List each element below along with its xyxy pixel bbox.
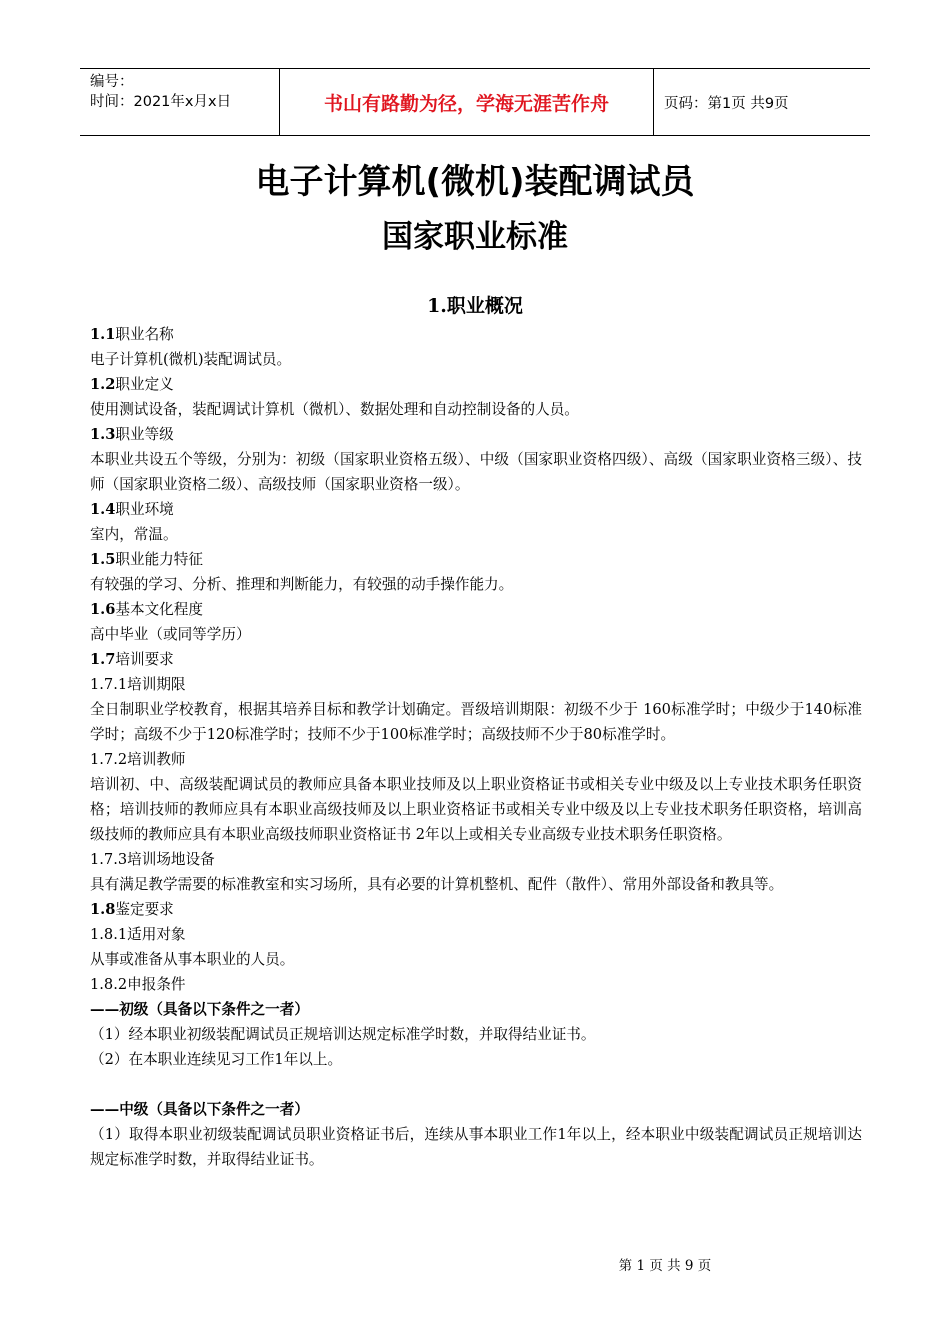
subsection-heading xyxy=(90,372,862,397)
document-number-label: 编号： xyxy=(90,74,134,90)
body-paragraph: 本职业共设五个等级，分别为：初级（国家职业资格五级）、中级（国家职业资格四级）、高级（国家职业资格三级）、技师（国家职业资格二级）、高级技师（国家职业资格一级）。 xyxy=(90,451,862,493)
subsection-heading xyxy=(90,497,862,522)
subsection-label: 职业定义 xyxy=(115,376,174,393)
body-paragraph: 全日制职业学校教育，根据其培养目标和教学计划确定。晋级培训期限：初级不少于 160标准学时；中级少于140标准学时；高级不少于120标准学时；技师不少于100标准学时；高级技师不少于80标准学时。 xyxy=(90,701,862,743)
document-time-label: 时间：2021年x月x日 xyxy=(90,94,232,110)
header-meta-cell xyxy=(80,69,280,135)
body-paragraph: 1.7.3培训场地设备 xyxy=(90,851,215,868)
subsection-number: 1.7 xyxy=(90,651,116,668)
body-paragraph: （1）取得本职业初级装配调试员职业资格证书后，连续从事本职业工作1年以上，经本职业中级装配调试员正规培训达规定标准学时数，并取得结业证书。 xyxy=(90,1126,862,1168)
body-paragraph: 有较强的学习、分析、推理和判断能力，有较强的动手操作能力。 xyxy=(90,576,514,593)
subsection-number: 1.2 xyxy=(90,376,116,393)
subsection-number: 1.3 xyxy=(90,426,116,443)
subsection-heading xyxy=(90,897,862,922)
subsection-heading xyxy=(90,597,862,622)
body-paragraph: 使用测试设备，装配调试计算机（微机）、数据处理和自动控制设备的人员。 xyxy=(90,401,579,418)
header-motto: 书山有路勤为径，学海无涯苦作舟 xyxy=(280,69,654,135)
subsection-label: 鉴定要求 xyxy=(115,901,174,918)
body-paragraph: 室内，常温。 xyxy=(90,526,178,543)
subsection-label: 培训要求 xyxy=(115,651,174,668)
subsection-heading xyxy=(90,647,862,672)
subsection-number: 1.4 xyxy=(90,501,116,518)
header-page-info: 页码：第1页 共9页 xyxy=(664,95,789,112)
section-heading: 1.职业概况 xyxy=(427,295,523,317)
level-heading: ——中级（具备以下条件之一者） xyxy=(90,1101,309,1118)
document-subtitle: 国家职业标准 xyxy=(382,219,568,255)
paragraph-gap xyxy=(90,1072,862,1097)
subsection-label: 职业等级 xyxy=(115,426,174,443)
subsection-number: 1.5 xyxy=(90,551,116,568)
page-footer: 第 1 页 共 9 页 xyxy=(618,1258,712,1274)
subsection-number: 1.6 xyxy=(90,601,116,618)
subsection-heading xyxy=(90,322,862,347)
subsection-heading xyxy=(90,422,862,447)
subsection-label: 职业环境 xyxy=(115,501,174,518)
subsection-label: 职业能力特征 xyxy=(115,551,203,568)
body-paragraph: 电子计算机(微机)装配调试员。 xyxy=(90,351,292,368)
subsection-heading xyxy=(90,547,862,572)
body-paragraph: 从事或准备从事本职业的人员。 xyxy=(90,951,295,968)
header-table xyxy=(80,68,870,136)
body-paragraph: 1.8.2申报条件 xyxy=(90,976,186,993)
level-heading: ——初级（具备以下条件之一者） xyxy=(90,1001,309,1018)
body-paragraph: 高中毕业（或同等学历） xyxy=(90,626,251,643)
subsection-number: 1.1 xyxy=(90,326,116,343)
body-paragraph: （2）在本职业连续见习工作1年以上。 xyxy=(90,1051,343,1068)
body-paragraph: 1.7.2培训教师 xyxy=(90,751,186,768)
document-title: 电子计算机(微机)装配调试员 xyxy=(255,162,695,202)
subsection-label: 基本文化程度 xyxy=(115,601,203,618)
body-paragraph: 培训初、中、高级装配调试员的教师应具备本职业技师及以上职业资格证书或相关专业中级及以上专业技术职务任职资格；培训技师的教师应具有本职业高级技师及以上职业资格证书或相关专业中级及以上专业技术职务任职资格，培训高级技师的教师应具有本职业高级技师职业资格证书 2年以上或相关专业高级专业技术职务任职资格。 xyxy=(90,776,862,843)
subsection-number: 1.8 xyxy=(90,901,116,918)
body-paragraph: 1.8.1适用对象 xyxy=(90,926,186,943)
body-paragraph: 1.7.1培训期限 xyxy=(90,676,186,693)
body-paragraph: 具有满足教学需要的标准教室和实习场所，具有必要的计算机整机、配件（散件）、常用外部设备和教具等。 xyxy=(90,876,784,893)
document-body xyxy=(90,322,862,1172)
subsection-label: 职业名称 xyxy=(115,326,174,343)
body-paragraph: （1）经本职业初级装配调试员正规培训达规定标准学时数，并取得结业证书。 xyxy=(90,1026,596,1043)
